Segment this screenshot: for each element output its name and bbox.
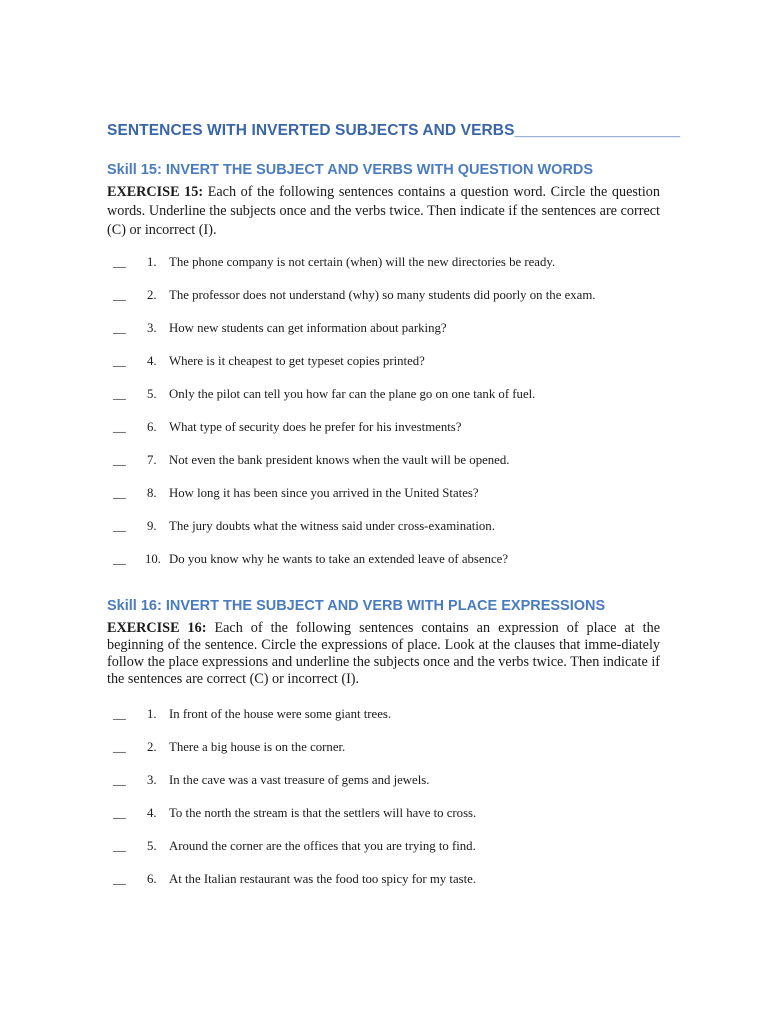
- answer-blank[interactable]: __: [113, 288, 126, 302]
- answer-blank[interactable]: __: [113, 552, 126, 566]
- list-item: [113, 321, 673, 354]
- list-item: [113, 872, 673, 905]
- item-sentence: How long it has been since you arrived in the United States?: [169, 486, 479, 500]
- answer-blank[interactable]: __: [113, 773, 126, 787]
- list-item: [113, 453, 673, 486]
- item-number: 3.: [147, 773, 157, 787]
- exercise-16-instructions: [107, 620, 660, 688]
- answer-blank[interactable]: __: [113, 255, 126, 269]
- item-sentence: The jury doubts what the witness said under cross-examination.: [169, 519, 495, 533]
- answer-blank[interactable]: __: [113, 740, 126, 754]
- item-sentence: Only the pilot can tell you how far can the plane go on one tank of fuel.: [169, 387, 536, 401]
- item-number: 2.: [147, 288, 157, 302]
- list-item: [113, 420, 673, 453]
- skill-15-heading: Skill 15: INVERT THE SUBJECT AND VERBS WITH QUESTION WORDS: [107, 162, 594, 178]
- answer-blank[interactable]: __: [113, 839, 126, 853]
- item-number: 8.: [147, 486, 157, 500]
- exercise-15-list: [113, 255, 673, 585]
- page-title: SENTENCES WITH INVERTED SUBJECTS AND VERBS___________________: [107, 122, 681, 139]
- item-number: 5.: [147, 839, 157, 853]
- item-sentence: What type of security does he prefer for his investments?: [169, 420, 462, 434]
- list-item: [113, 255, 673, 288]
- item-sentence: At the Italian restaurant was the food too spicy for my taste.: [169, 872, 477, 886]
- exercise-15-instructions: [107, 183, 660, 240]
- item-number: 6.: [147, 420, 157, 434]
- item-number: 10.: [145, 552, 161, 566]
- item-sentence: There a big house is on the corner.: [169, 740, 346, 754]
- skill-16-heading: Skill 16: INVERT THE SUBJECT AND VERB WITH PLACE EXPRESSIONS: [107, 598, 606, 614]
- list-item: [113, 740, 673, 773]
- exercise-16-list: [113, 707, 673, 905]
- item-number: 1.: [147, 255, 157, 269]
- list-item: [113, 773, 673, 806]
- list-item: [113, 486, 673, 519]
- item-sentence: The professor does not understand (why) so many students did poorly on the exam.: [169, 288, 596, 302]
- answer-blank[interactable]: __: [113, 707, 126, 721]
- item-sentence: Not even the bank president knows when the vault will be opened.: [169, 453, 510, 467]
- exercise-15-label: EXERCISE 15:: [107, 184, 204, 200]
- list-item: [113, 387, 673, 420]
- item-sentence: Where is it cheapest to get typeset copies printed?: [169, 354, 425, 368]
- item-sentence: How new students can get information about parking?: [169, 321, 447, 335]
- item-sentence: The phone company is not certain (when) will the new directories be ready.: [169, 255, 556, 269]
- list-item: [113, 354, 673, 387]
- item-number: 4.: [147, 806, 157, 820]
- item-number: 6.: [147, 872, 157, 886]
- answer-blank[interactable]: __: [113, 453, 126, 467]
- item-number: 3.: [147, 321, 157, 335]
- list-item: [113, 707, 673, 740]
- exercise-16-text: Each of the following sentences contains an expression of place at the beginning of the sentence. Circle the expressions of place. Look at the clauses that imme-diately follow the place expressions and underline the subjects once and the verbs twice. Then indicate if the sentences are correct (C) or incorrect (I).: [107, 620, 661, 687]
- item-sentence: To the north the stream is that the settlers will have to cross.: [169, 806, 477, 820]
- exercise-16-label: EXERCISE 16:: [107, 620, 207, 636]
- item-sentence: In the cave was a vast treasure of gems and jewels.: [169, 773, 430, 787]
- list-item: [113, 839, 673, 872]
- item-number: 7.: [147, 453, 157, 467]
- answer-blank[interactable]: __: [113, 872, 126, 886]
- answer-blank[interactable]: __: [113, 806, 126, 820]
- item-sentence: Around the corner are the offices that you are trying to find.: [169, 839, 476, 853]
- answer-blank[interactable]: __: [113, 387, 126, 401]
- item-number: 4.: [147, 354, 157, 368]
- answer-blank[interactable]: __: [113, 519, 126, 533]
- item-number: 1.: [147, 707, 157, 721]
- list-item: [113, 552, 673, 585]
- answer-blank[interactable]: __: [113, 420, 126, 434]
- item-number: 5.: [147, 387, 157, 401]
- exercise-15-text: Each of the following sentences contains a question word. Circle the question words. Underline the subjects once and the verbs twice. Then indicate if the sentences are correct (C) or incorrect (I).: [107, 184, 660, 238]
- answer-blank[interactable]: __: [113, 354, 126, 368]
- item-sentence: In front of the house were some giant trees.: [169, 707, 392, 721]
- answer-blank[interactable]: __: [113, 321, 126, 335]
- list-item: [113, 288, 673, 321]
- list-item: [113, 806, 673, 839]
- item-sentence: Do you know why he wants to take an extended leave of absence?: [169, 552, 508, 566]
- item-number: 2.: [147, 740, 157, 754]
- answer-blank[interactable]: __: [113, 486, 126, 500]
- list-item: [113, 519, 673, 552]
- item-number: 9.: [147, 519, 157, 533]
